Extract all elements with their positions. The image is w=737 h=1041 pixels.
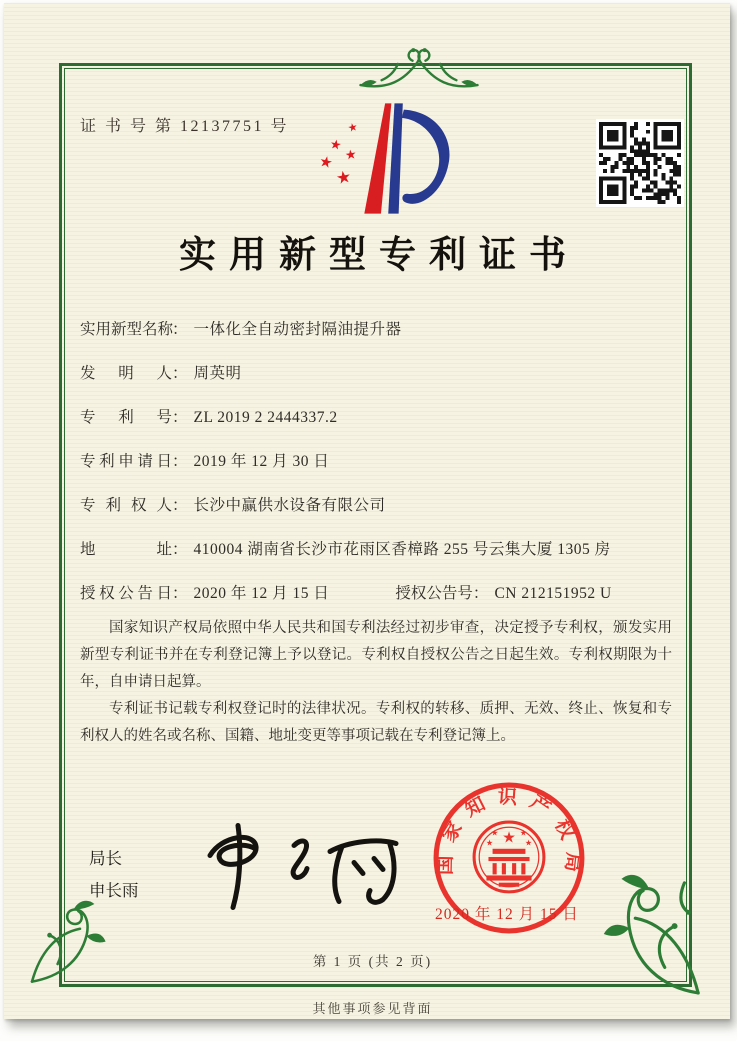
back-note: 其他事项参见背面: [312, 1001, 433, 1016]
seal-text: 国家知识产权局: [435, 786, 584, 885]
star-icon: ★: [346, 121, 359, 135]
qr-code: [596, 119, 684, 207]
page-title: 实用新型专利证书: [179, 235, 579, 276]
field-row-patent-number: 专利号： ZL 2019 2 2444337.2: [80, 409, 338, 426]
cnipa-logo: [304, 97, 474, 222]
star-icon: ★: [334, 166, 353, 189]
top-flourish-icon: [354, 39, 484, 97]
certificate-number: 证 书 号 第 12137751 号: [80, 118, 290, 135]
legal-text: [80, 615, 672, 750]
svg-text:★: ★: [490, 827, 499, 838]
signature-icon: [182, 815, 412, 915]
certificate-paper: [4, 3, 730, 1019]
body-paragraph: 国家知识产权局依照中华人民共和国专利法经过初步审查，决定授予专利权，颁发实用新型专利证书并在专利登记簿上予以登记。专利权自授权公告之日起生效。专利权期限为十年，自申请日起算。: [80, 620, 672, 690]
field-list: [80, 315, 670, 623]
national-emblem-icon: [474, 822, 544, 892]
body-paragraph: 专利证书记载专利权登记时的法律状况。专利权的转移、质押、无效、终止、恢复和专利权人的姓名或名称、国籍、地址变更等事项记载在专利登记簿上。: [80, 701, 672, 744]
logo-p-mark: [356, 99, 460, 219]
svg-text:★: ★: [485, 837, 494, 848]
seal-date: 2020 年 12 月 15 日: [435, 906, 579, 923]
page-number: 第 1 页 (共 2 页): [312, 954, 433, 969]
official-block: [89, 843, 139, 907]
field-row-address: 地址： 410004 湖南省长沙市花雨区香樟路 255 号云集大厦 1305 房: [80, 541, 611, 558]
star-icon: ★: [328, 136, 343, 153]
svg-text:★: ★: [502, 828, 516, 847]
field-row-filing-date: 专利申请日： 2019 年 12 月 30 日: [80, 453, 330, 470]
star-icon: ★: [344, 146, 358, 163]
field-row-utility-name: 实用新型名称： 一体化全自动密封隔油提升器: [80, 321, 402, 338]
field-row-inventor: 发明人： 周英明: [80, 365, 242, 382]
field-row-grant: 授权公告日： 2020 年 12 月 15 日 授权公告号： CN 212151952 U: [80, 585, 612, 602]
bottom-right-flourish-icon: [590, 861, 708, 1003]
official-title: 局长: [89, 849, 122, 868]
svg-text:★: ★: [524, 837, 533, 848]
official-name: 申长雨: [89, 881, 139, 900]
svg-text:★: ★: [519, 827, 528, 838]
grant-number-label: 授权公告号: [395, 585, 473, 602]
field-row-patentee: 专利权人： 长沙中赢供水设备有限公司: [80, 497, 386, 514]
star-icon: ★: [317, 153, 335, 173]
